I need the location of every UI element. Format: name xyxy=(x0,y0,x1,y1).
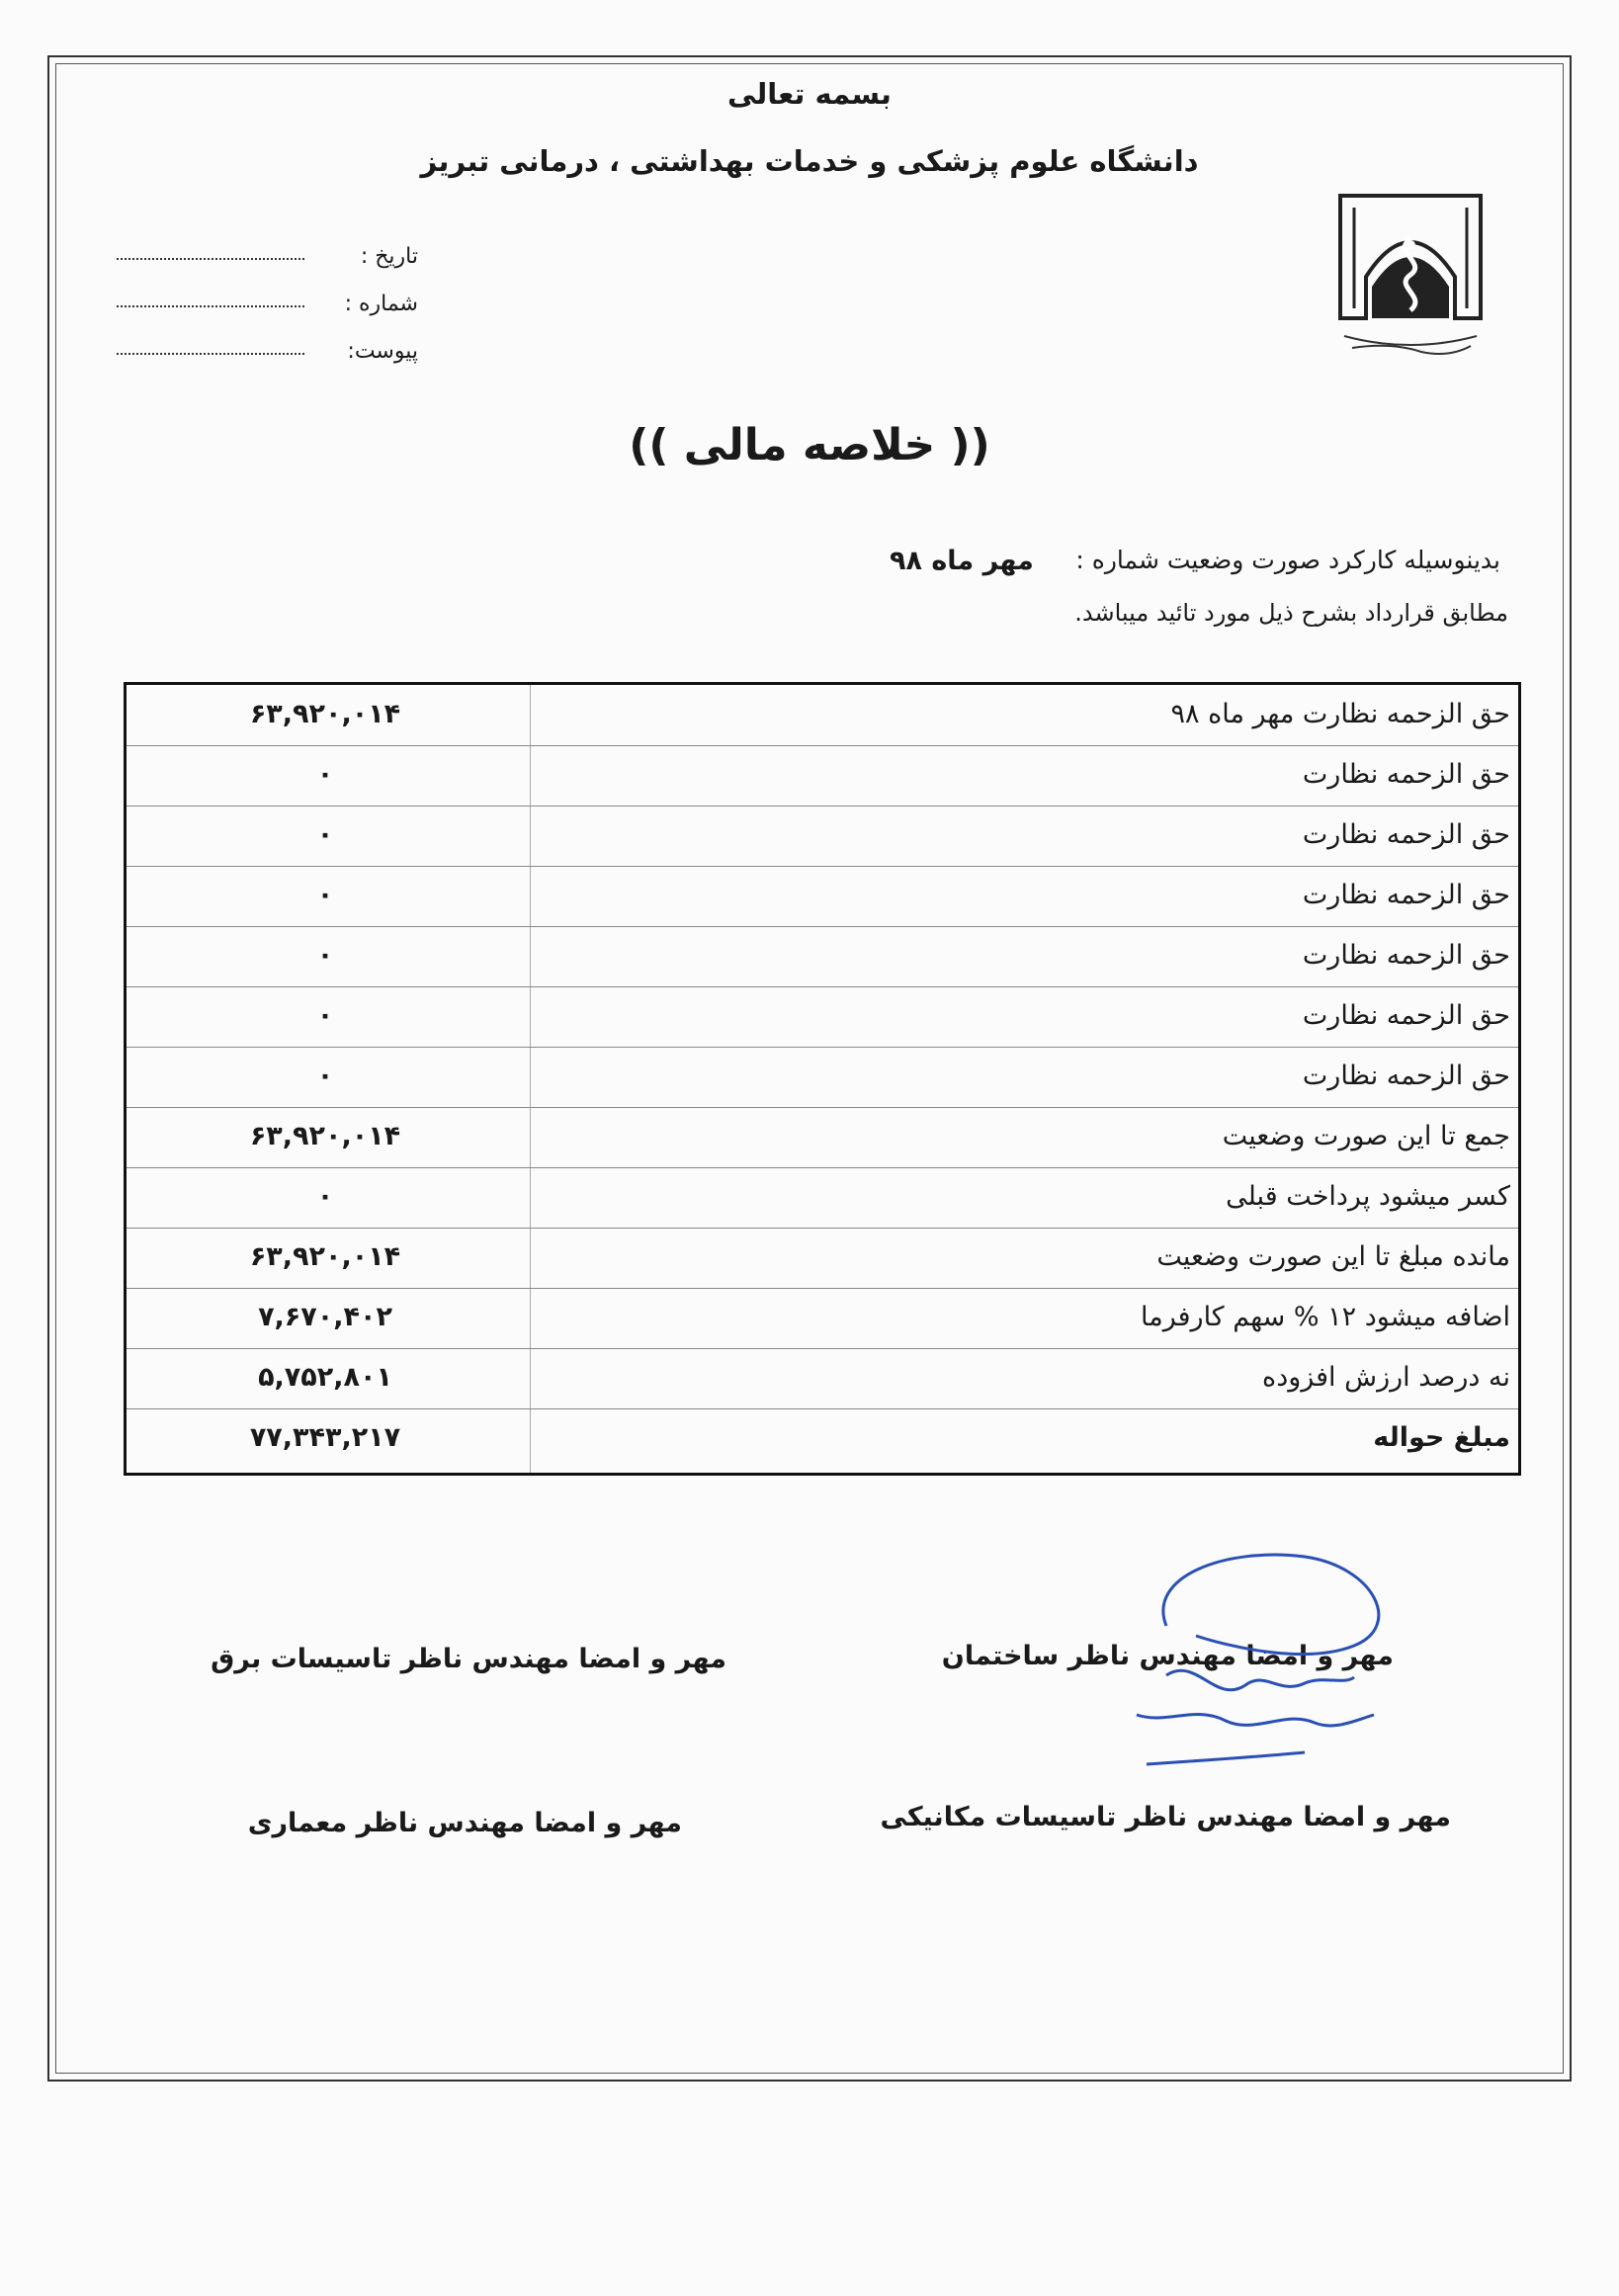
table-row xyxy=(127,1228,1518,1289)
table-row xyxy=(127,1047,1518,1108)
row-value: ۷۷,۳۴۳,۲۱۷ xyxy=(249,1422,401,1453)
table-row xyxy=(127,685,1518,746)
row-label: جمع تا این صورت وضعیت xyxy=(1222,1121,1510,1151)
number-dotted-line xyxy=(117,305,304,307)
university-logo xyxy=(1332,188,1489,366)
row-value: ۰ xyxy=(316,880,334,910)
row-value: ۶۳,۹۲۰,۰۱۴ xyxy=(249,1241,401,1272)
row-value: ۰ xyxy=(316,1000,334,1031)
table-row xyxy=(127,1167,1518,1229)
row-value: ۰ xyxy=(316,1061,334,1091)
intro-line-1: بدینوسیله کارکرد صورت وضعیت شماره : xyxy=(1075,546,1500,574)
row-value: ۷,۶۷۰,۴۰۲ xyxy=(258,1302,392,1332)
financial-summary-table xyxy=(124,682,1521,1476)
table-row xyxy=(127,1107,1518,1168)
table-row xyxy=(127,1288,1518,1349)
date-dotted-line xyxy=(117,258,304,260)
attachment-field xyxy=(117,339,418,369)
table-row xyxy=(127,986,1518,1048)
table-row xyxy=(127,1348,1518,1409)
row-value: ۰ xyxy=(316,819,334,850)
row-value: ۵,۷۵۲,۸۰۱ xyxy=(258,1362,392,1393)
table-row xyxy=(127,745,1518,807)
attachment-dotted-line xyxy=(117,353,304,355)
signature-building-engineer: مهر و امضا مهندس ناظر ساختمان xyxy=(941,1641,1394,1671)
number-label: شماره : xyxy=(344,292,418,316)
row-label: کسر میشود پرداخت قبلی xyxy=(1226,1181,1510,1212)
university-name: دانشگاه علوم پزشکی و خدمات بهداشتی ، درمانی تبریز xyxy=(420,144,1199,178)
table-row-total xyxy=(127,1408,1518,1469)
date-field xyxy=(117,244,418,274)
table-row xyxy=(127,926,1518,987)
row-value: ۰ xyxy=(316,1181,334,1212)
row-value: ۰ xyxy=(316,759,334,790)
row-label: حق الزحمه نظارت xyxy=(1302,1000,1510,1031)
row-label: حق الزحمه نظارت xyxy=(1302,1061,1510,1091)
row-label: حق الزحمه نظارت xyxy=(1302,819,1510,850)
signature-mechanical-engineer: مهر و امضا مهندس ناظر تاسیسات مکانیکی xyxy=(880,1802,1451,1832)
attachment-label: پیوست: xyxy=(347,339,418,364)
row-label: نه درصد ارزش افزوده xyxy=(1262,1362,1510,1393)
row-label: اضافه میشود ۱۲ % سهم کارفرما xyxy=(1141,1302,1510,1332)
number-field xyxy=(117,292,418,321)
row-value: ۶۳,۹۲۰,۰۱۴ xyxy=(249,699,401,729)
signature-electrical-engineer: مهر و امضا مهندس ناظر تاسیسات برق xyxy=(211,1644,726,1674)
row-label: حق الزحمه نظارت xyxy=(1302,759,1510,790)
document-title: (( خلاصه مالی )) xyxy=(629,420,990,470)
intro-line-2: مطابق قرارداد بشرح ذیل مورد تائید میباشد. xyxy=(1074,599,1508,627)
table-row xyxy=(127,866,1518,927)
row-label: مبلغ حواله xyxy=(1373,1422,1510,1453)
row-label: حق الزحمه نظارت مهر ماه ۹۸ xyxy=(1170,699,1510,729)
row-label: حق الزحمه نظارت xyxy=(1302,940,1510,971)
row-value: ۰ xyxy=(316,940,334,971)
row-label: مانده مبلغ تا این صورت وضعیت xyxy=(1156,1241,1510,1272)
row-value: ۶۳,۹۲۰,۰۱۴ xyxy=(249,1121,401,1151)
intro-period: مهر ماه ۹۸ xyxy=(890,546,1034,576)
handwritten-signature xyxy=(1107,1537,1404,1794)
signature-architecture-engineer: مهر و امضا مهندس ناظر معماری xyxy=(247,1808,682,1838)
date-label: تاریخ : xyxy=(360,244,418,269)
table-row xyxy=(127,806,1518,867)
row-label: حق الزحمه نظارت xyxy=(1302,880,1510,910)
invocation-heading: بسمه تعالی xyxy=(727,77,892,111)
